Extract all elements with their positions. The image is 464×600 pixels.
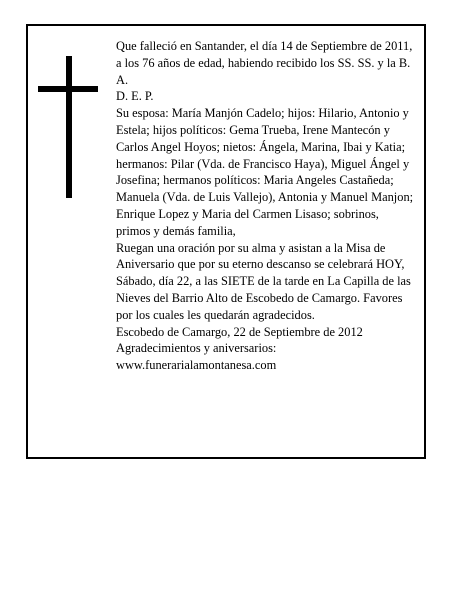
cross-icon [38, 56, 98, 198]
obituary-text [116, 38, 416, 374]
obituary-frame [26, 24, 426, 459]
website-line: www.funerarialamontanesa.com [116, 358, 277, 373]
death-line: Que falleció en Santander, el día 14 de Septiembre de 2011, a los 76 años de edad, habiendo recibido los SS. SS. y la B. A. [116, 39, 413, 87]
mass-paragraph: Ruegan una oración por su alma y asistan a la Misa de Aniversario que por su eterno descanso se celebrará HOY, Sábado, día 22, a las SIETE de la tarde en La Capilla de las Nieves del Barrio Alto de Escobedo de Camargo. Favores por los cuales les quedarán agradecidos. [116, 240, 411, 322]
family-paragraph: Su esposa: María Manjón Cadelo; hijos: Hilario, Antonio y Estela; hijos políticos: Gema Trueba, Irene Mantecón y Carlos Angel Hoyos; nietos: Ángela, Marina, Ibai y Katia; hermanos: Pilar (Vda. de Francisco Haya), Miguel Ángel y Josefina; hermanos políticos: Maria Angeles Castañeda; Manuela (Vda. de Luis Vallejo), Antonia y Manuel Manjon; Enrique Lopez y Maria del Carmen Lisaso; sobrinos, primos y demás familia, [116, 106, 414, 238]
thanks-line: Agradecimientos y aniversarios: [116, 341, 277, 356]
place-date-line: Escobedo de Camargo, 22 de Septiembre de 2012 [116, 324, 363, 339]
dep-line: D. E. P. [116, 89, 154, 104]
